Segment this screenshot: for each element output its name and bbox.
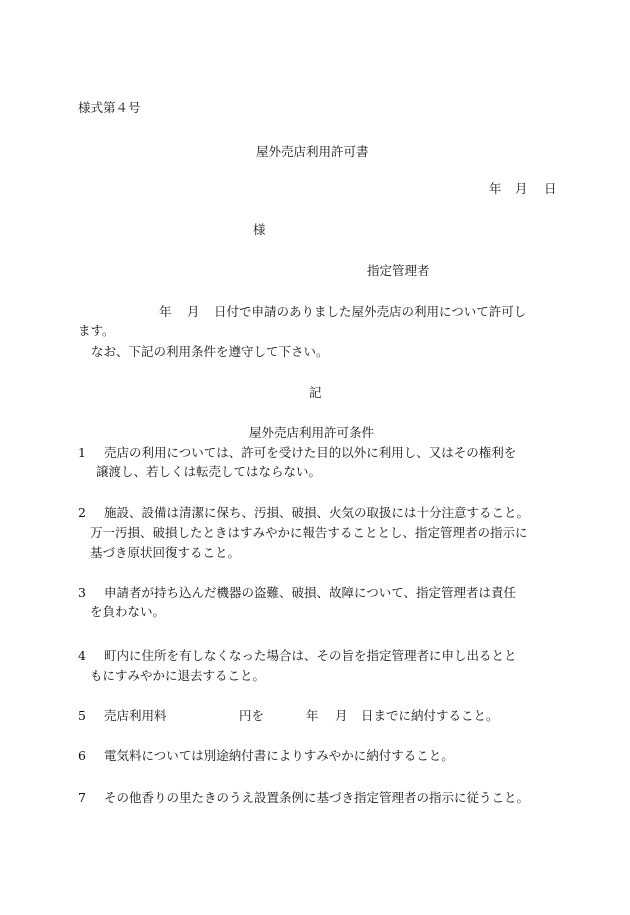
document-title: 屋外売店利用許可書 [256,144,369,159]
condition-number: 4 [78,648,86,663]
condition-line: 申請者が持ち込んだ機器の盗難、破損、故障について、指定管理者は責任 [104,585,517,600]
condition-line: もにすみやかに退去すること。 [90,668,266,683]
intro-body-line1: 日付で申請のありました屋外売店の利用について許可し [214,304,527,319]
fee-month: 月 [335,708,348,723]
condition-line: 電気料については別途納付書によりすみやかに納付すること。 [104,748,454,763]
fee-tail: 日までに納付すること。 [361,708,499,723]
form-number: 様式第４号 [78,100,141,115]
date-year: 年 [489,181,502,196]
intro-month: 月 [187,304,200,319]
condition-number: 3 [78,585,86,600]
fee-year: 年 [306,708,319,723]
condition-line: 売店の利用については、許可を受けた目的以外に利用し、又はその権利を [104,445,517,460]
condition-number: 5 [78,708,86,723]
intro-year: 年 [159,304,172,319]
condition-line: 町内に住所を有しなくなった場合は、その旨を指定管理者に申し出るとと [104,648,517,663]
condition-number: 7 [78,790,86,805]
condition-line: 譲渡し、若しくは転売してはならない。 [96,464,322,479]
ki-heading: 記 [309,385,322,400]
addressee-suffix: 様 [253,222,266,237]
condition-line: 万一汚損、破損したときはすみやかに報告することとし、指定管理者の指示に [90,525,528,540]
condition-number: 1 [78,445,86,460]
intro-note: なお、下記の利用条件を遵守して下さい。 [91,344,329,359]
date-day: 日 [544,181,557,196]
date-month: 月 [515,181,528,196]
fee-yen: 円を [239,708,265,723]
condition-number: 6 [78,748,86,763]
condition-number: 2 [78,505,86,520]
condition-line: 基づき原状回復すること。 [90,545,241,560]
condition-line: その他香りの里たきのうえ設置条例に基づき指定管理者の指示に従うこと。 [104,790,530,805]
issuer-label: 指定管理者 [367,263,430,278]
fee-label: 売店利用料 [104,708,167,723]
condition-line: を負わない。 [90,604,166,619]
intro-body-line2: ます。 [78,323,115,338]
conditions-title: 屋外売店利用許可条件 [249,425,375,440]
condition-line: 施設、設備は清潔に保ち、汚損、破損、火気の取扱には十分注意すること。 [104,505,530,520]
